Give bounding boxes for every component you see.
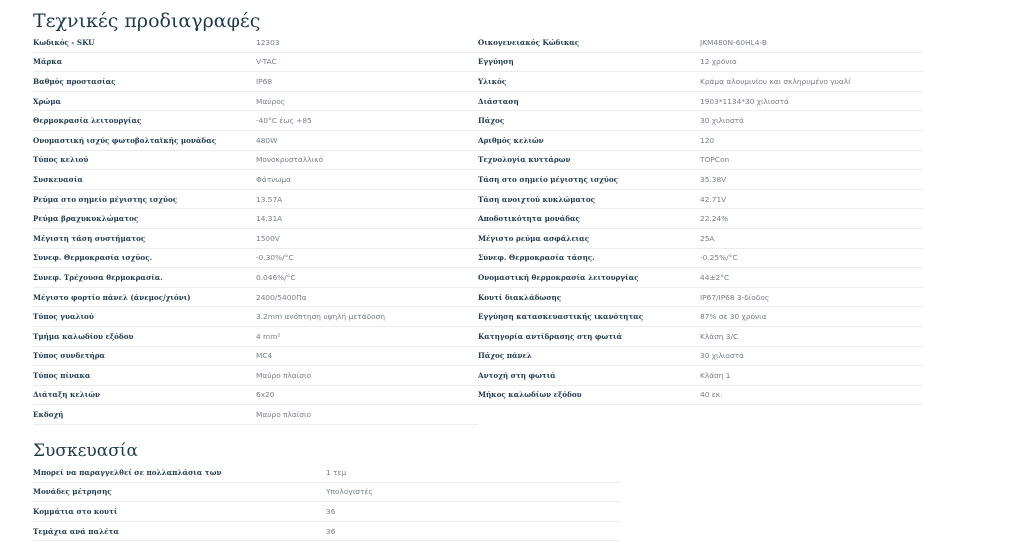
spec-value: 1903*1134*30 χιλιοστά (700, 91, 923, 111)
specs-table-right (478, 33, 923, 405)
spec-value: MC4 (256, 346, 478, 366)
packaging-row (33, 463, 620, 482)
spec-value: Κλάση 3/C (700, 326, 923, 346)
spec-value: 35.38V (700, 170, 923, 190)
spec-value: 87% σε 30 χρόνια (700, 307, 923, 327)
spec-row (33, 33, 478, 52)
spec-value: 3.2mm ανόπτηση υψηλή μετάδοση (256, 307, 478, 327)
spec-row (33, 248, 478, 268)
packaging-row (33, 521, 620, 541)
spec-label: Πάχος πάνελ (478, 346, 700, 366)
spec-row (33, 307, 478, 327)
spec-value: 22.24% (700, 209, 923, 229)
spec-row (33, 130, 478, 150)
spec-label: Μέγιστη τάση συστήματος (33, 228, 256, 248)
spec-row (33, 268, 478, 288)
spec-value: 12303 (256, 33, 478, 52)
spec-row (33, 111, 478, 131)
spec-value: 2400/5400Πα (256, 287, 478, 307)
spec-value: 4 mm² (256, 326, 478, 346)
spec-label: Τύπος πίνακα (33, 366, 256, 386)
spec-label: Ονομαστική θερμοκρασία λειτουργίας (478, 268, 700, 288)
spec-value: -0.30%/°C (256, 248, 478, 268)
spec-value: 120 (700, 130, 923, 150)
spec-label: Τεμάχια ανά παλέτα (33, 521, 326, 541)
spec-label: Ρεύμα στο σημείο μέγιστης ισχύος (33, 189, 256, 209)
spec-value: Κλάση 1 (700, 366, 923, 386)
spec-value: 44±2°C (700, 268, 923, 288)
spec-row (33, 405, 478, 425)
spec-value: Υπολογιστές (326, 482, 620, 502)
spec-label: Συνεφ. Θερμοκρασία τάσης. (478, 248, 700, 268)
spec-label: Μάρκα (33, 52, 256, 72)
spec-value: 1500V (256, 228, 478, 248)
spec-value: 6x20 (256, 385, 478, 405)
spec-label: Θερμοκρασία λειτουργίας (33, 111, 256, 131)
spec-value: TOPCon (700, 150, 923, 170)
spec-row (33, 91, 478, 111)
spec-value: 1 τεμ (326, 463, 620, 482)
spec-value: Μονοκρυσταλλικό (256, 150, 478, 170)
spec-value: -40°C έως +85 (256, 111, 478, 131)
spec-label: Ρεύμα βραχυκυκλώματος (33, 209, 256, 229)
spec-row (33, 150, 478, 170)
spec-label: Βαθμός προστασίας (33, 72, 256, 92)
spec-value: IP67/IP68 3-δίοδος (700, 287, 923, 307)
spec-value: 480W (256, 130, 478, 150)
spec-value: 25A (700, 228, 923, 248)
spec-row (478, 385, 923, 405)
spec-value: 14.31A (256, 209, 478, 229)
spec-label: Μπορεί να παραγγελθεί σε πολλαπλάσια των (33, 463, 326, 482)
spec-value: V-TAC (256, 52, 478, 72)
spec-value: IP68 (256, 72, 478, 92)
spec-label: Αντοχή στη φωτιά (478, 366, 700, 386)
spec-row (478, 248, 923, 268)
spec-row (478, 228, 923, 248)
spec-label: Τάση στο σημείο μέγιστης ισχύος (478, 170, 700, 190)
spec-row (33, 326, 478, 346)
spec-label: Τύπος γυαλιού (33, 307, 256, 327)
spec-label: Κωδικός - SKU (33, 33, 256, 52)
spec-label: Αποδοτικότητα μονάδας (478, 209, 700, 229)
spec-label: Συνεφ. Θερμοκρασία ισχύος. (33, 248, 256, 268)
packaging-row (33, 482, 620, 502)
spec-label: Διάταξη κελιών (33, 385, 256, 405)
spec-row (33, 209, 478, 229)
spec-row (33, 287, 478, 307)
specs-table-left (33, 33, 478, 425)
specs-title: Τεχνικές προδιαγραφές (33, 10, 261, 32)
spec-row (33, 366, 478, 386)
spec-value: Κράμα αλουμινίου και σκληρυμένο γυαλί (700, 72, 923, 92)
spec-value: Φάτνωμα (256, 170, 478, 190)
spec-row (478, 366, 923, 386)
spec-label: Συνεφ. Τρέχουσα θερμοκρασία. (33, 268, 256, 288)
spec-label: Αριθμός κελιών (478, 130, 700, 150)
spec-row (478, 189, 923, 209)
spec-row (478, 150, 923, 170)
spec-label: Χρώμα (33, 91, 256, 111)
packaging-table (33, 463, 620, 541)
spec-label: Συσκευασία (33, 170, 256, 190)
spec-row (478, 33, 923, 52)
spec-row (478, 307, 923, 327)
spec-row (478, 91, 923, 111)
spec-row (33, 385, 478, 405)
spec-label: Κομμάτια στο κουτί (33, 502, 326, 522)
spec-label: Εγγύηση (478, 52, 700, 72)
packaging-title: Συσκευασία (33, 441, 138, 461)
spec-label: Ονομαστική ισχύς φωτοβολταϊκής μονάδας (33, 130, 256, 150)
spec-value: 42.71V (700, 189, 923, 209)
spec-value: 36 (326, 502, 620, 522)
spec-label: Οικογενειακός Κώδικας (478, 33, 700, 52)
spec-label: Μήκος καλωδίων εξόδου (478, 385, 700, 405)
spec-label: Μέγιστο ρεύμα ασφάλειας (478, 228, 700, 248)
spec-label: Τύπος κελιού (33, 150, 256, 170)
spec-value: 36 (326, 521, 620, 541)
spec-label: Κατηγορία αντίδρασης στη φωτιά (478, 326, 700, 346)
spec-row (478, 52, 923, 72)
spec-label: Τεχνολογία κυττάρων (478, 150, 700, 170)
packaging-row (33, 502, 620, 522)
spec-label: Εγγύηση κατασκευαστικής ικανότητας (478, 307, 700, 327)
spec-value: 13.57A (256, 189, 478, 209)
spec-value: -0.25%/°C (700, 248, 923, 268)
spec-value: Μαύρο πλαίσιο (256, 405, 478, 425)
spec-value: Μαύρος (256, 91, 478, 111)
spec-label: Διάσταση (478, 91, 700, 111)
spec-value: 30 χιλιοστά (700, 111, 923, 131)
spec-label: Εκδοχή (33, 405, 256, 425)
spec-label: Μέγιστο φορτίο πάνελ (άνεμος/χιόνι) (33, 287, 256, 307)
spec-label: Μονάδες μέτρησης (33, 482, 326, 502)
spec-label: Τμήμα καλωδίου εξόδου (33, 326, 256, 346)
spec-row (33, 170, 478, 190)
spec-label: Τύπος συνδετήρα (33, 346, 256, 366)
spec-row (33, 72, 478, 92)
spec-label: Κουτί διακλάδωσης (478, 287, 700, 307)
spec-row (33, 228, 478, 248)
spec-row (478, 268, 923, 288)
spec-value: 30 χιλιοστά (700, 346, 923, 366)
spec-row (478, 72, 923, 92)
spec-label: Τάση ανοιχτού κυκλώματος (478, 189, 700, 209)
spec-row (478, 287, 923, 307)
spec-row (478, 170, 923, 190)
spec-value: 12 χρόνια (700, 52, 923, 72)
spec-value: 40 εκ. (700, 385, 923, 405)
spec-label: Πάχος (478, 111, 700, 131)
spec-row (478, 326, 923, 346)
spec-row (478, 111, 923, 131)
spec-label: Υλικός (478, 72, 700, 92)
spec-value: Μαύρο πλαίσιο (256, 366, 478, 386)
spec-row (33, 189, 478, 209)
spec-row (478, 346, 923, 366)
spec-value: 0.046%/°C (256, 268, 478, 288)
spec-row (478, 130, 923, 150)
spec-row (478, 209, 923, 229)
spec-row (33, 52, 478, 72)
spec-value: JKM480N-60HL4-B (700, 33, 923, 52)
spec-row (33, 346, 478, 366)
